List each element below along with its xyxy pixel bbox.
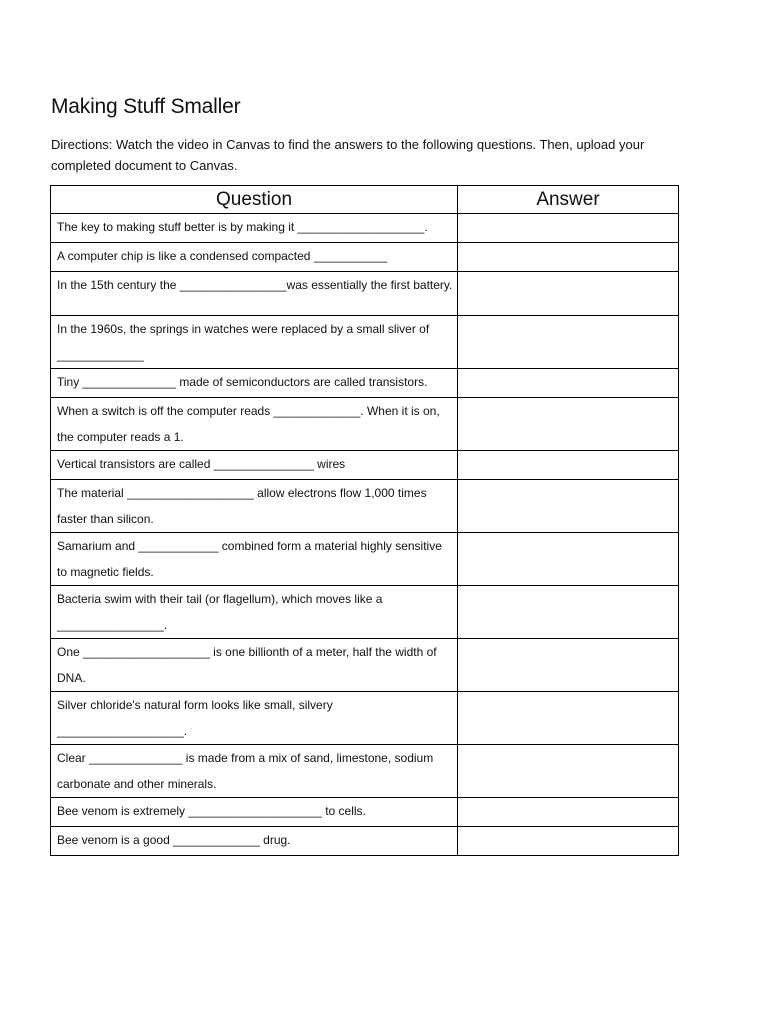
question-answer-table [50, 185, 679, 856]
question-cell: Bee venom is a good _____________ drug. [51, 827, 458, 856]
question-cell: The material ___________________ allow electrons flow 1,000 times faster than silicon. [51, 480, 458, 533]
answer-cell[interactable] [458, 533, 679, 586]
answer-cell[interactable] [458, 586, 679, 639]
table-row [51, 369, 679, 398]
table-row [51, 480, 679, 533]
question-cell: Bee venom is extremely ____________________ to cells. [51, 798, 458, 827]
answer-cell[interactable] [458, 798, 679, 827]
directions-text: Directions: Watch the video in Canvas to find the answers to the following questions. Then, upload your completed document to Canvas. [51, 137, 645, 173]
answer-cell[interactable] [458, 639, 679, 692]
table-row [51, 243, 679, 272]
answer-column-header: Answer [458, 186, 679, 214]
table-row [51, 533, 679, 586]
answer-cell[interactable] [458, 272, 679, 316]
question-cell: Samarium and ____________ combined form a material highly sensitive to magnetic fields. [51, 533, 458, 586]
table-row [51, 798, 679, 827]
table-row [51, 398, 679, 451]
answer-cell[interactable] [458, 745, 679, 798]
answer-cell[interactable] [458, 827, 679, 856]
answer-cell[interactable] [458, 451, 679, 480]
question-cell: In the 1960s, the springs in watches were replaced by a small sliver of _____________ [51, 316, 458, 369]
table-row [51, 639, 679, 692]
question-cell: In the 15th century the ________________was essentially the first battery. [51, 272, 458, 316]
table-row [51, 745, 679, 798]
question-cell: Tiny ______________ made of semiconductors are called transistors. [51, 369, 458, 398]
answer-cell[interactable] [458, 369, 679, 398]
question-cell: When a switch is off the computer reads _____________. When it is on, the computer reads a 1. [51, 398, 458, 451]
document-title: Making Stuff Smaller [51, 95, 241, 118]
answer-cell[interactable] [458, 480, 679, 533]
table-row [51, 272, 679, 316]
answer-cell[interactable] [458, 692, 679, 745]
table-row [51, 316, 679, 369]
answer-cell[interactable] [458, 398, 679, 451]
question-cell: A computer chip is like a condensed compacted ___________ [51, 243, 458, 272]
answer-cell[interactable] [458, 243, 679, 272]
table-row [51, 692, 679, 745]
table-row [51, 451, 679, 480]
answer-cell[interactable] [458, 214, 679, 243]
question-cell: Silver chloride's natural form looks like small, silvery ___________________. [51, 692, 458, 745]
table-row [51, 827, 679, 856]
question-cell: Clear ______________ is made from a mix of sand, limestone, sodium carbonate and other minerals. [51, 745, 458, 798]
question-cell: Vertical transistors are called _______________ wires [51, 451, 458, 480]
answer-cell[interactable] [458, 316, 679, 369]
question-cell: One ___________________ is one billionth of a meter, half the width of DNA. [51, 639, 458, 692]
question-column-header: Question [51, 186, 458, 214]
table-row [51, 586, 679, 639]
table-header-row [51, 186, 679, 214]
table-row [51, 214, 679, 243]
question-cell: Bacteria swim with their tail (or flagellum), which moves like a ________________. [51, 586, 458, 639]
question-cell: The key to making stuff better is by making it ___________________. [51, 214, 458, 243]
